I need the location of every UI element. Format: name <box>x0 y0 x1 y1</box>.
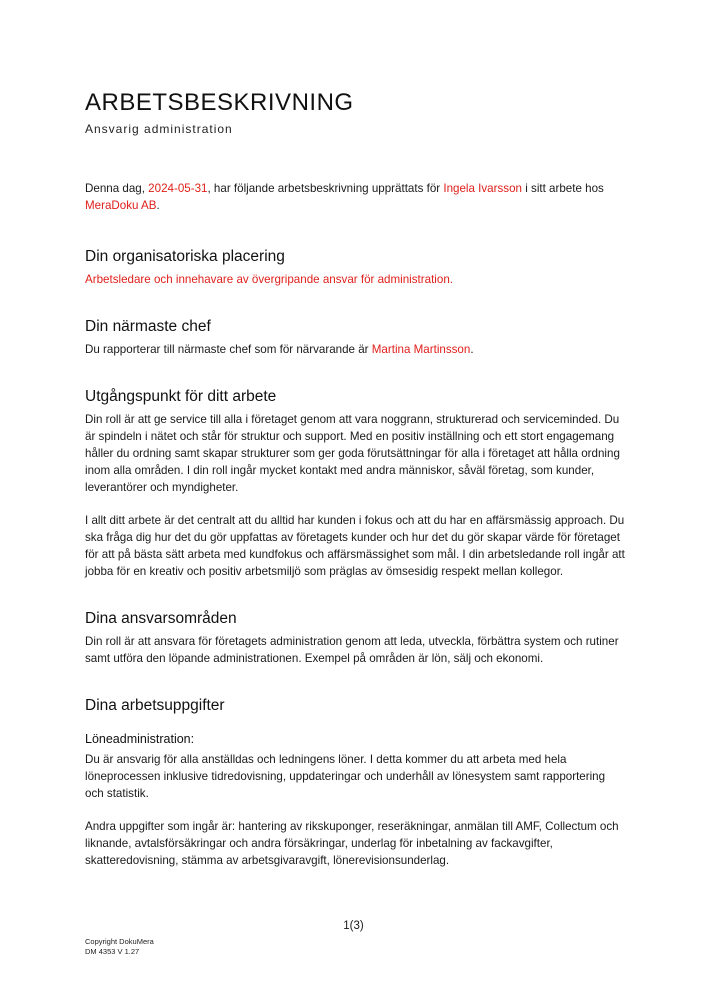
section-utgangspunkt <box>85 387 625 580</box>
section-chef <box>85 317 625 358</box>
chef-text-part: Du rapporterar till närmaste chef som för närvarande är <box>85 343 372 356</box>
section-heading: Utgångspunkt för ditt arbete <box>85 388 277 405</box>
uppgifter-paragraph-1: Du är ansvarig för alla anställdas och ledningens löner. I detta kommer du att arbeta med hela löneprocessen inklusive tidredovisning, uppdateringar och underhåll av lönesystem samt rapportering och statistik. <box>85 753 606 800</box>
footer <box>85 937 154 957</box>
section-heading: Din närmaste chef <box>85 318 211 335</box>
utgangspunkt-paragraph-1: Din roll är att ge service till alla i företaget genom att vara noggrann, strukturerad och serviceminded. Du är spindeln i nätet och står för struktur och support. Med en positiv inställning och ett stort engagemang håller du ordning samt skapar strukturer som ger goda förutsättningar för alla i företaget att hålla ordning inom alla områden. I din roll ingår mycket kontakt med andra människor, såväl företag, som kunder, leverantörer och myndigheter. <box>85 413 620 494</box>
document-subtitle: Ansvarig administration <box>85 122 233 136</box>
section-heading: Dina arbetsuppgifter <box>85 697 225 714</box>
chef-text-part: . <box>470 343 474 356</box>
section-placering <box>85 247 625 288</box>
intro-text: . <box>156 199 160 212</box>
intro-text: , har följande arbetsbeskrivning upprättats för <box>207 182 444 195</box>
manager-name-field: Martina Martinsson <box>371 343 471 356</box>
company-name-field: MeraDoku AB <box>85 199 157 212</box>
intro-text: Denna dag, <box>85 182 149 195</box>
section-uppgifter <box>85 696 625 869</box>
document-body <box>85 88 625 869</box>
ansvar-paragraph: Din roll är att ansvara för företagets administration genom att leda, utveckla, förbättra system och rutiner samt utföra den löpande administrationen. Exempel på områden är lön, sälj och ekonomi. <box>85 635 619 665</box>
intro-text: i sitt arbete hos <box>522 182 604 195</box>
section-heading: Dina ansvarsområden <box>85 610 237 627</box>
employee-name-field: Ingela Ivarsson <box>443 182 522 195</box>
copyright-text: Copyright DokuMera <box>85 937 154 946</box>
page-number: 1(3) <box>343 920 364 932</box>
intro-paragraph <box>85 180 625 214</box>
utgangspunkt-paragraph-2: I allt ditt arbete är det centralt att du alltid har kunden i fokus och att du har en affärsmässig approach. Du ska fråga dig hur det du gör uppfattas av företagets kunder och hur det du gör skapar värde för företaget för att på bästa sätt arbeta med kundfokus och affärsmässighet som mål. I din arbetsledande roll ingår att jobba för en kreativ och positiv arbetsmiljö som präglas av ömsesidig respekt mellan kollegor. <box>85 514 625 578</box>
chef-text <box>85 341 625 358</box>
document-id: DM 4353 V 1.27 <box>85 947 140 956</box>
section-heading: Din organisatoriska placering <box>85 248 285 265</box>
section-ansvar <box>85 609 625 667</box>
uppgifter-paragraph-2: Andra uppgifter som ingår är: hantering av rikskuponger, reseräkningar, anmälan till AMF, Collectum och liknande, avtalsförsäkringar och andra försäkringar, underlag för inbetalning av fackavgifter, skatteredovisning, stämma av arbetsgivaravgift, lönerevisionsunderlag. <box>85 820 619 867</box>
date-field: 2024-05-31 <box>148 182 208 195</box>
subsection-heading: Löneadministration: <box>85 732 195 746</box>
document-title: ARBETSBESKRIVNING <box>85 89 354 116</box>
placering-text: Arbetsledare och innehavare av övergripande ansvar för administration. <box>85 273 453 286</box>
